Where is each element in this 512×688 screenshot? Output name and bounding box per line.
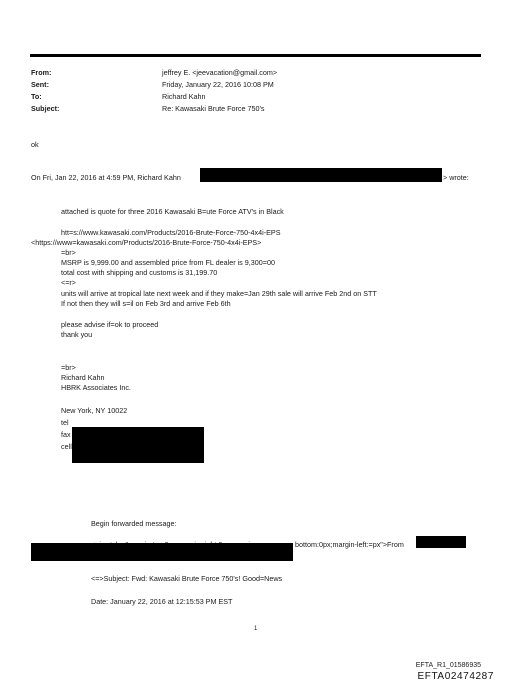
footer-id-small: EFTA_R1_01586935 [415,662,481,669]
quote-line: =br> [61,248,76,257]
reply-text: ok [31,140,39,149]
from-value: jeffrey E. <jeevacation@gmail.com> [162,68,278,77]
to-label: To: [31,92,42,101]
redaction-phone-numbers [72,427,204,463]
style-line-end: bottom:0px;margin-left:=px">From [295,540,404,549]
signature-company: HBRK Associates Inc. [61,383,131,392]
subject-value: Re: Kawasaki Brute Force 750's [162,104,265,113]
quote-intro-end: > wrote: [443,173,469,182]
header-rule [30,54,481,57]
quote-line: attached is quote for three 2016 Kawasaki B=ute Force ATV's in Black [61,207,284,216]
signature-tel-label: tel [61,418,69,427]
quote-line: <https://www=kawasaki.com/Products/2016-Brute-Force-750-4x4i-EPS> [31,238,262,247]
quote-line: <=r> [61,278,76,287]
forwarded-heading: Begin forwarded message: [91,519,177,528]
signature-fax-label: fax [61,430,71,439]
quote-line: htt=s://www.kawasaki.com/Products/2016-Brute-Force-750-4x4i-EPS [61,228,281,237]
quote-line: units will arrive at tropical late next week and if they make=Jan 29th sale will arrive Feb 2nd on STT [61,289,377,298]
from-label: From: [31,68,52,77]
subject-label: Subject: [31,104,60,113]
redaction-from [416,536,466,548]
forwarded-subject: <=>Subject: Fwd: Kawasaki Brute Force 750's! Good=News [91,574,283,583]
quote-line: total cost with shipping and customs is 31,199.70 [61,268,218,277]
forwarded-date: Date: January 22, 2016 at 12:15:53 PM EST [91,597,233,606]
quote-line: please advise if=ok to proceed [61,320,159,329]
sent-value: Friday, January 22, 2016 10:08 PM [162,80,274,89]
quote-intro: On Fri, Jan 22, 2016 at 4:59 PM, Richard Kahn [31,173,181,182]
footer-id-large: EFTA02474287 [417,671,494,682]
quote-line: MSRP is 9,999.00 and assembled price from FL dealer is 9,300=00 [61,258,275,267]
quote-line: =br> [61,363,76,372]
signature-name: Richard Kahn [61,373,105,382]
quote-line: If not then they will s=il on Feb 3rd and arrive Feb 6th [61,299,231,308]
redaction-sender [31,543,293,561]
sent-label: Sent: [31,80,49,89]
signature-cell-label: cell [61,442,72,451]
signature-city: New York, NY 10022 [61,406,128,415]
to-value: Richard Kahn [162,92,206,101]
page-number: 1 [254,626,258,632]
quote-line: thank you [61,330,93,339]
redaction-email [200,168,442,182]
